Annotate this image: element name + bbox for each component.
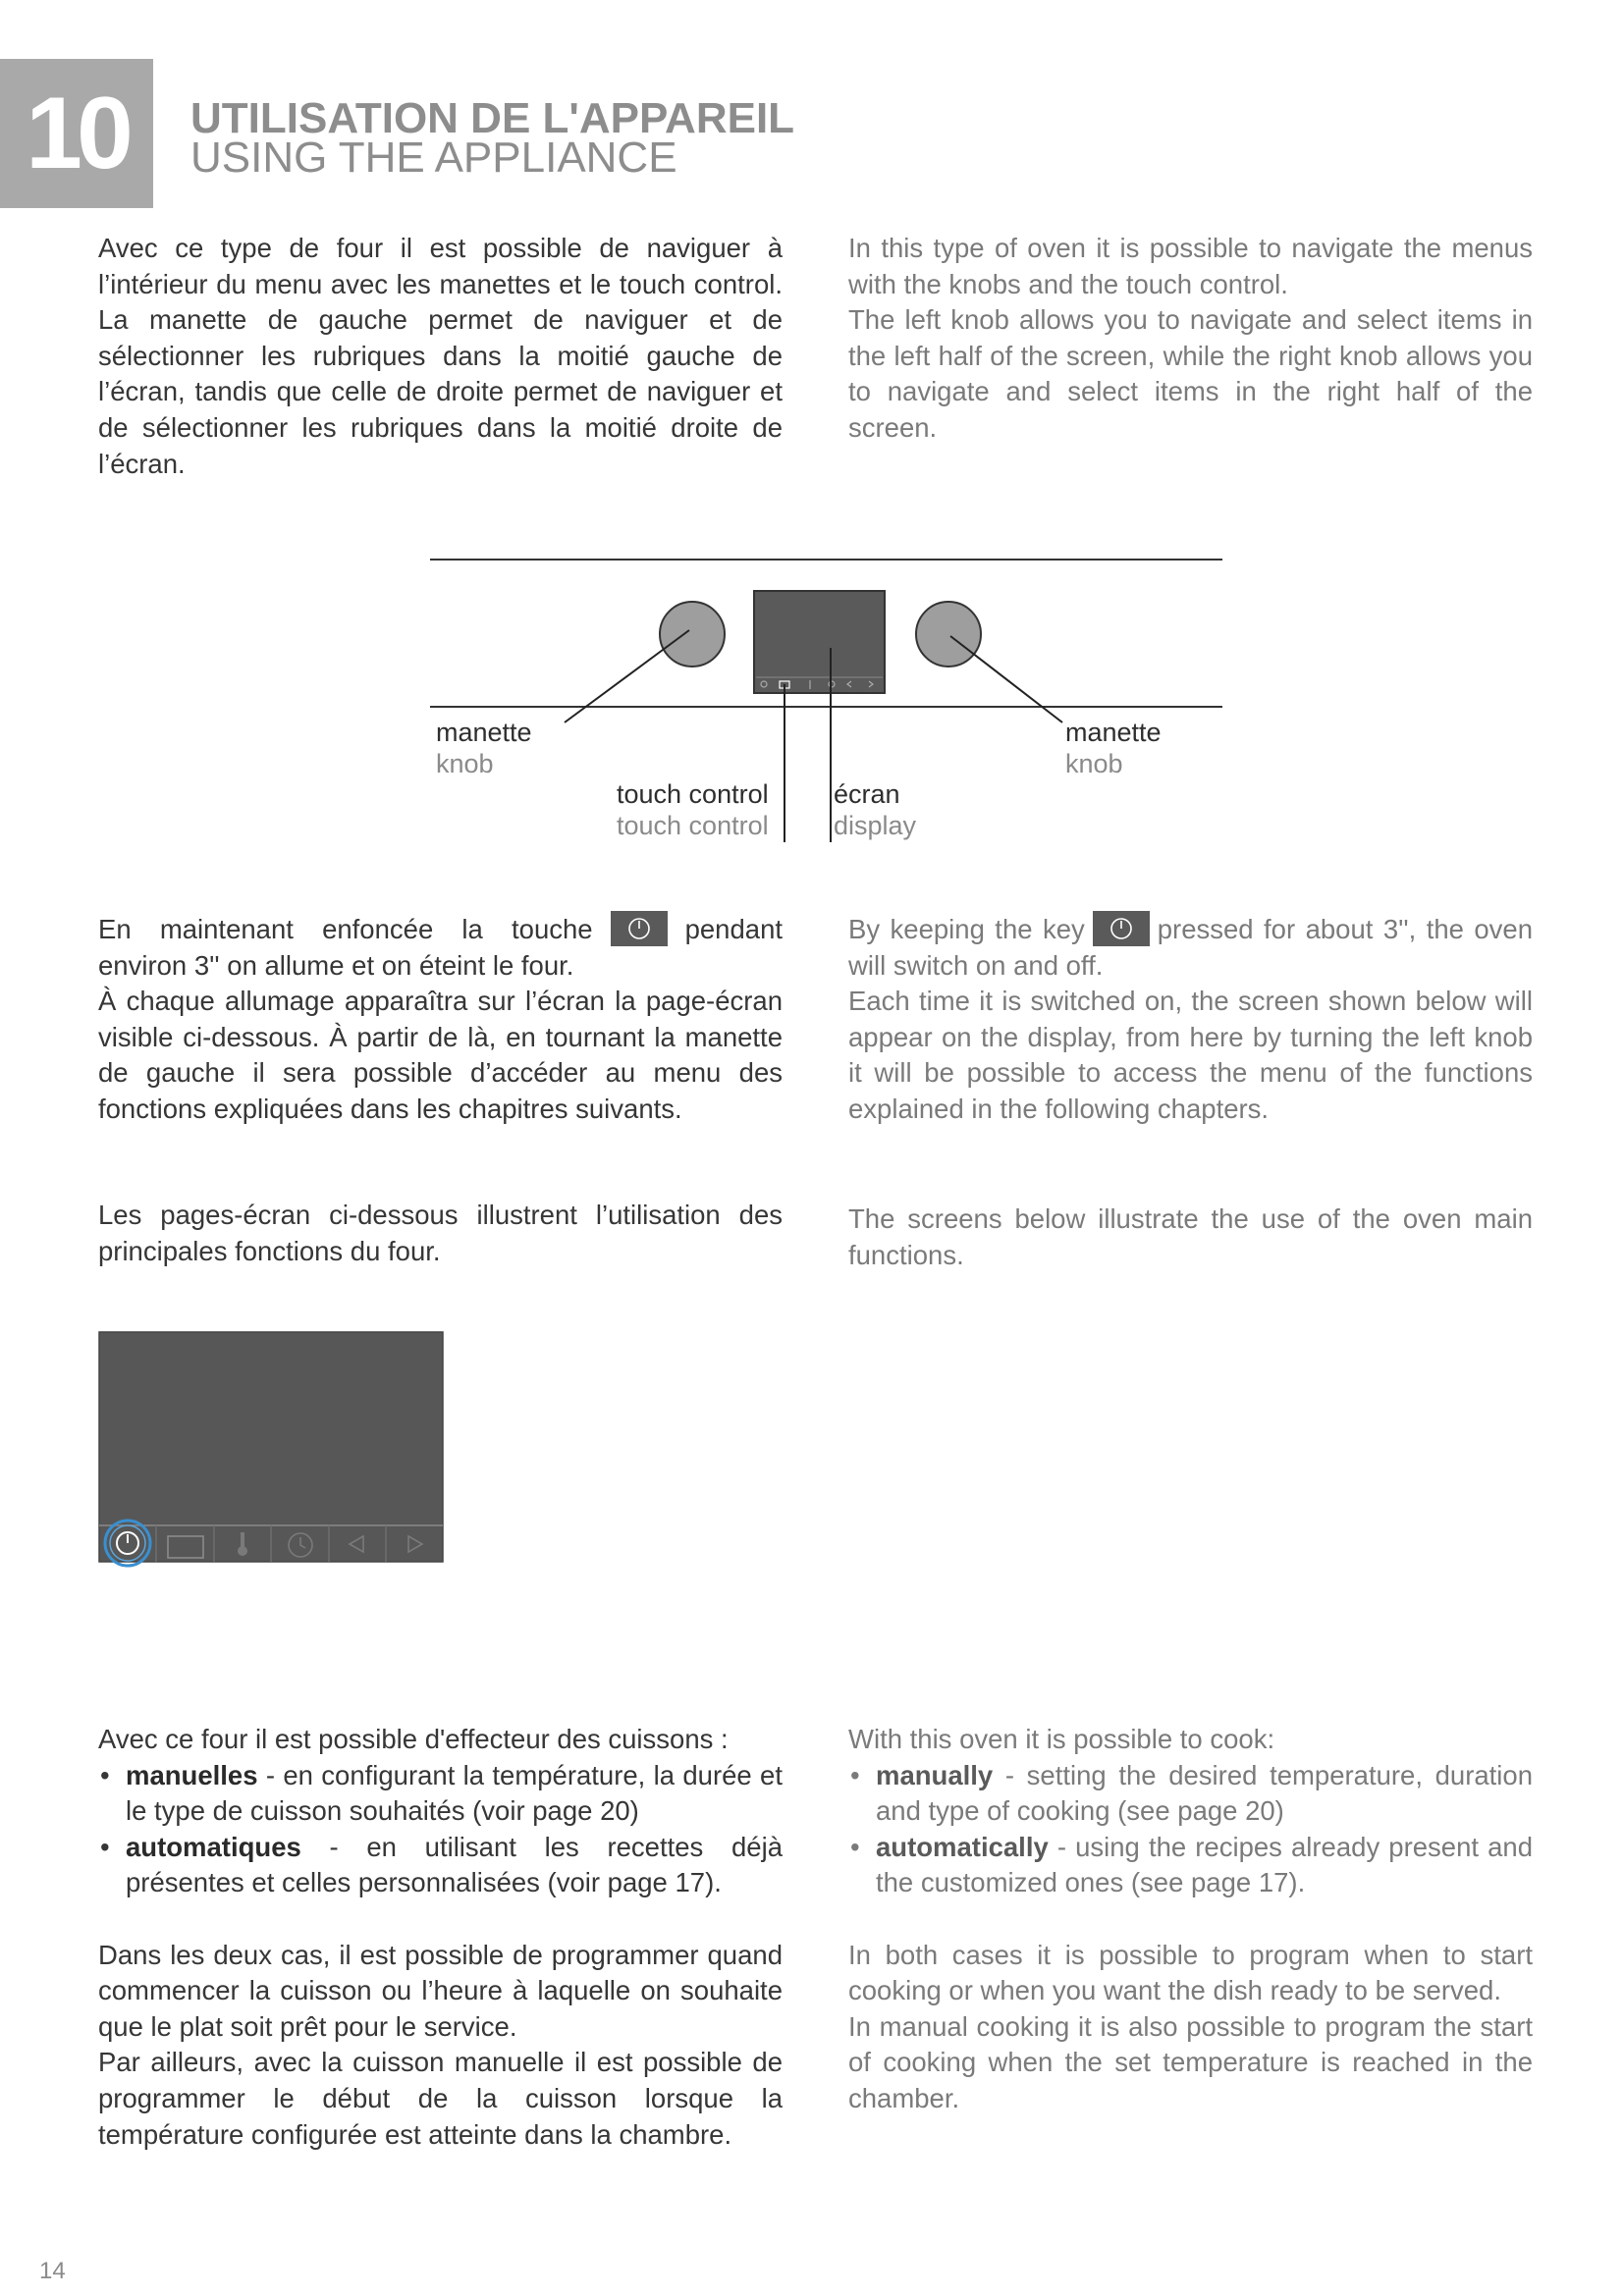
power-paragraph-fr: En maintenant enfoncée la touche pendant environ 3'' on allume et on éteint le four. À chaque allumage apparaîtra sur l’écran la page-écran visible ci-dessous. À partir de là, en tournant la manette de gauche il sera possible d’accéder au menu des fonctions expliquées dans les chapitres suivants. bbox=[98, 911, 783, 1128]
cooking-list-fr bbox=[98, 1758, 783, 1901]
page-title-fr: UTILISATION DE L'APPAREIL bbox=[190, 94, 795, 142]
screens-paragraph-en: The screens below illustrate the use of the oven main functions. bbox=[848, 1203, 1533, 1270]
right-knob-leader bbox=[950, 636, 1062, 722]
page-number: 14 bbox=[39, 2258, 66, 2284]
list-item: • automatically - using the recipes already present and the customized ones (see page 17). bbox=[848, 1830, 1533, 1901]
list-item: • manually - setting the desired temperature, duration and type of cooking (see page 20) bbox=[848, 1758, 1533, 1830]
intro-text-fr: Avec ce type de four il est possible de naviguer à l’intérieur du menu avec les manettes et le touch control. La manette de gauche permet de naviguer et de sélectionner les rubriques dans la moitié gauche de l’écran, tandis que celle de droite permet de naviguer et de sélectionner les rubriques dans la moitié droite de l’écran. bbox=[98, 233, 783, 479]
cooking-list-en bbox=[848, 1758, 1533, 1901]
display-label: écran display bbox=[834, 779, 917, 840]
left-knob bbox=[660, 602, 725, 667]
page-title-en: USING THE APPLIANCE bbox=[190, 133, 677, 182]
power-text-en-2: Each time it is switched on, the screen shown below will appear on the display, from here by turning the left knob it will be possible to access the menu of the functions explained in the following chapters. bbox=[848, 986, 1533, 1124]
touch-control-label: touch control touch control bbox=[617, 779, 769, 840]
power-text-fr-2: À chaque allumage apparaîtra sur l’écran la page-écran visible ci-dessous. À partir de là, en tournant la manette de gauche il sera possible d’accéder au menu des fonctions expliquées dans les chapitres suivants. bbox=[98, 986, 783, 1124]
chapter-number-badge: 10 bbox=[0, 59, 153, 208]
intro-paragraph-en bbox=[848, 231, 1533, 447]
right-knob bbox=[916, 602, 981, 667]
control-panel-diagram bbox=[412, 540, 1237, 864]
cooking-paragraph-en: With this oven it is possible to cook: • manually - setting the desired temperature, duration and type of cooking (see page 20) • automatically - using the recipes already present and the customized ones (see page 17). In both cases it is possible to program when to start cooking or when you want the dish ready to be served. In manual cooking it is also possible to program the start of cooking when the set temperature is reached in the chamber. bbox=[848, 1722, 1533, 2117]
intro-text-en-1: In this type of oven it is possible to navigate the menus with the knobs and the touch control. bbox=[848, 233, 1533, 299]
left-knob-label: manette knob bbox=[436, 718, 532, 778]
power-key-icon bbox=[1093, 911, 1150, 946]
list-item: • automatiques - en utilisant les recettes déjà présentes et celles personnalisées (voir page 17). bbox=[98, 1830, 783, 1901]
list-item: • manuelles - en configurant la température, la durée et le type de cuisson souhaités (voir page 20) bbox=[98, 1758, 783, 1830]
intro-paragraph-fr bbox=[98, 231, 783, 482]
cooking-paragraph-fr: Avec ce four il est possible d'effecteur des cuissons : • manuelles - en configurant la température, la durée et le type de cuisson souhaités (voir page 20) • automatiques - en utilisant les recettes déjà présentes et celles personnalisées (voir page 17). Dans les deux cas, il est possible de programmer quand commencer la cuisson ou l’heure à laquelle on souhaite que le plat soit prêt pour le service. Par ailleurs, avec la cuisson manuelle il est possible de programmer le début de la cuisson lorsque la température configurée est atteinte dans la chambre. bbox=[98, 1722, 783, 2153]
intro-text-en-2: The left knob allows you to navigate and select items in the left half of the screen, while the right knob allows you to navigate and select items in the right half of the screen. bbox=[848, 304, 1533, 443]
right-knob-label: manette knob bbox=[1065, 718, 1162, 778]
power-key-icon bbox=[611, 911, 668, 946]
left-knob-leader bbox=[565, 630, 689, 722]
screens-paragraph-fr: Les pages-écran ci-dessous illustrent l’utilisation des principales fonctions du four. bbox=[98, 1200, 783, 1266]
power-paragraph-en: By keeping the key pressed for about 3'', the oven will switch on and off. Each time it is switched on, the screen shown below will appear on the display, from here by turning the left knob it will be possible to access the menu of the functions explained in the following chapters. bbox=[848, 911, 1533, 1128]
home-screen-preview bbox=[94, 1329, 453, 1580]
